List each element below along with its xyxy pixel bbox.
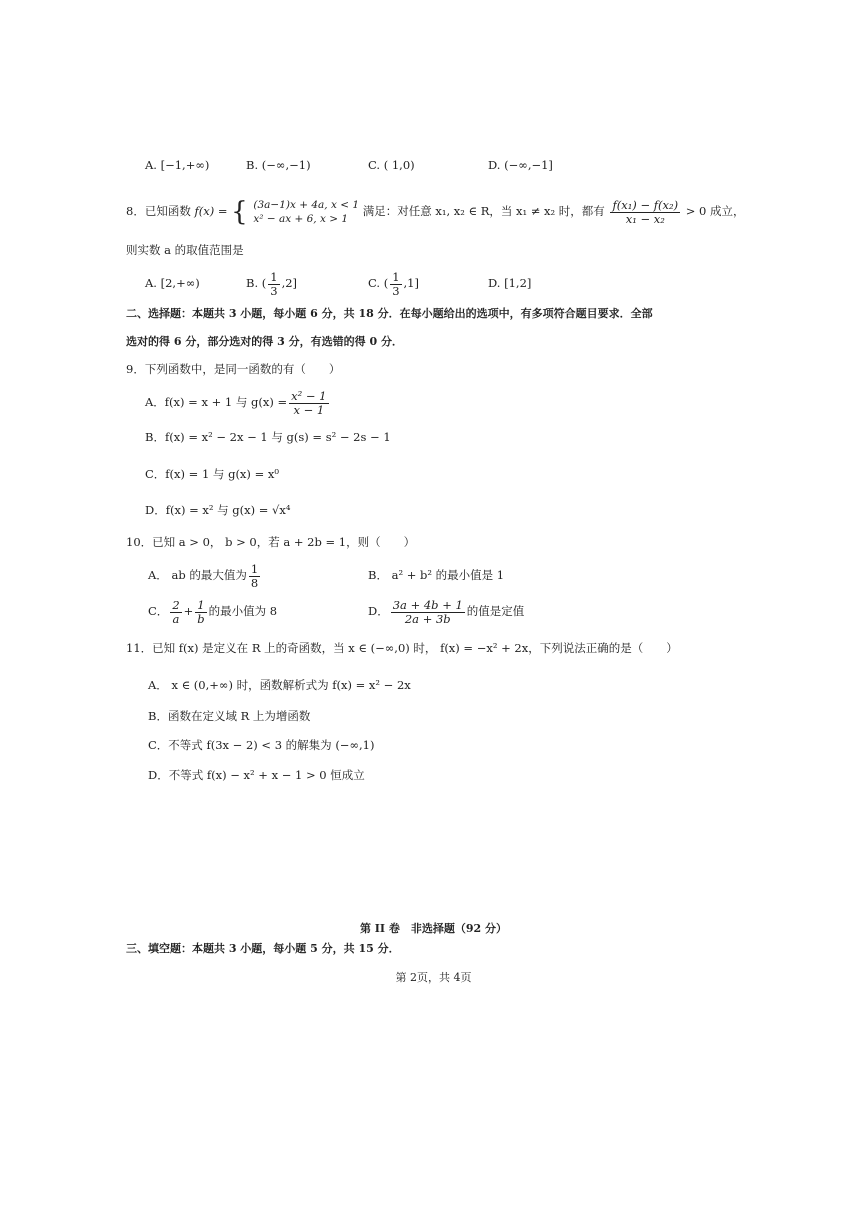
q11-option-c: C．不等式 f(3x − 2) < 3 的解集为 (−∞,1) [148, 738, 375, 752]
q8-func: f(x) = [194, 204, 228, 218]
q8-option-b-post: ,2] [281, 276, 298, 290]
q8-case2: x² − ax + 6, x > 1 [253, 213, 349, 225]
q8-suffix: > 0 成立， [685, 204, 745, 218]
q10-option-c-num1: 2 [172, 597, 180, 612]
q10-option-b: B． a² + b² 的最小值是 1 [368, 568, 505, 582]
q10-option-c-pre: C． [148, 604, 169, 618]
q8-frac-num: f(x₁) − f(x₂) [612, 197, 679, 212]
q8-cases [253, 198, 359, 226]
q8-option-c-frac [390, 271, 401, 298]
q8-option-b-pre: B. ( [246, 276, 267, 290]
q10-option-c [148, 596, 277, 626]
q8-option-b-den: 3 [270, 283, 278, 298]
q7-option-d: D. (−∞,−1] [488, 158, 553, 172]
q9-stem: 9．下列函数中，是同一函数的有（ ） [126, 362, 341, 376]
q8-brace: { [231, 197, 248, 227]
q10-option-c-den2: b [197, 611, 205, 626]
q9-option-a-pre: A．f(x) = x + 1 与 g(x) = [145, 395, 288, 409]
q8-stem [126, 196, 745, 226]
q10-option-c-num2: 1 [195, 599, 206, 613]
q9-option-a-num: x² − 1 [291, 388, 327, 403]
q8-option-c [368, 268, 419, 298]
q10-option-d-post: 的值是定值 [466, 604, 525, 618]
q10-option-c-plus: + [183, 604, 194, 618]
q10-option-a-pre: A． ab 的最大值为 [148, 568, 247, 582]
q11-option-d: D．不等式 f(x) − x² + x − 1 > 0 恒成立 [148, 768, 365, 782]
q8-option-d: D. [1,2] [488, 276, 532, 290]
q8-prefix: 8．已知函数 [126, 204, 191, 218]
q8-mid: 满足：对任意 x₁, x₂ ∈ R，当 x₁ ≠ x₂ 时，都有 [362, 204, 605, 218]
q7-option-b: B. (−∞,−1) [246, 158, 311, 172]
q10-option-d-den: 2a + 3b [404, 611, 451, 626]
q8-option-a: A. [2,+∞) [145, 276, 200, 290]
q10-option-d-num: 3a + 4b + 1 [392, 597, 463, 612]
q9-option-a-den: x − 1 [293, 402, 325, 417]
q10-option-d-frac [391, 599, 465, 626]
q8-line2: 则实数 a 的取值范围是 [126, 243, 244, 257]
q10-option-a [148, 560, 262, 590]
q9-option-c: C．f(x) = 1 与 g(x) = x⁰ [145, 467, 279, 481]
q9-option-b: B．f(x) = x² − 2x − 1 与 g(s) = s² − 2s − 1 [145, 430, 391, 444]
q8-fraction [610, 199, 680, 226]
q10-option-d-pre: D． [368, 604, 389, 618]
q10-option-c-frac2 [195, 599, 206, 626]
q10-option-d [368, 596, 524, 626]
part2-title: 第 II 卷 非选择题（92 分） [359, 922, 508, 935]
q8-option-c-pre: C. ( [368, 276, 389, 290]
q7-option-c: C. ( 1,0) [368, 158, 415, 172]
q8-frac-den: x₁ − x₂ [625, 211, 665, 226]
q7-option-a: A. [−1,+∞) [145, 158, 210, 172]
q8-option-c-post: ,1] [403, 276, 419, 290]
q8-option-c-num: 1 [392, 269, 400, 284]
page-footer: 第 2页，共 4页 [395, 971, 472, 984]
q9-option-a [145, 387, 331, 417]
q9-option-d: D．f(x) = x² 与 g(x) = √x⁴ [145, 503, 291, 517]
q10-option-c-frac1 [170, 599, 181, 626]
q10-stem: 10．已知 a > 0， b > 0，若 a + 2b = 1，则（ ） [126, 535, 416, 549]
q8-option-c-den: 3 [392, 283, 400, 298]
q11-stem: 11．已知 f(x) 是定义在 R 上的奇函数，当 x ∈ (−∞,0) 时， f(x) = −x² + 2x，下列说法正确的是（ ） [126, 641, 678, 655]
section2-line2: 选对的得 6 分，部分选对的得 3 分，有选错的得 0 分． [126, 335, 403, 348]
q11-option-a: A． x ∈ (0,+∞) 时，函数解析式为 f(x) = x² − 2x [148, 678, 411, 692]
q8-case1: (3a−1)x + 4a, x < 1 [253, 199, 360, 211]
q10-option-a-frac [249, 563, 260, 590]
q8-option-b-num: 1 [270, 269, 278, 284]
q8-option-b [246, 268, 297, 298]
q10-option-a-den: 8 [250, 575, 259, 590]
q9-option-a-frac [289, 390, 328, 417]
q10-option-c-den1: a [172, 611, 180, 626]
section3-header: 三、填空题：本题共 3 小题，每小题 5 分，共 15 分． [126, 942, 400, 955]
section2-line1: 二、选择题：本题共 3 小题，每小题 6 分，共 18 分．在每小题给出的选项中，有多项符合题目要求．全部 [126, 307, 653, 320]
q11-option-b: B．函数在定义域 R 上为增函数 [148, 709, 311, 723]
q8-option-b-frac [268, 271, 279, 298]
q10-option-c-post: 的最小值为 8 [208, 604, 278, 618]
q10-option-a-num: 1 [250, 561, 259, 576]
